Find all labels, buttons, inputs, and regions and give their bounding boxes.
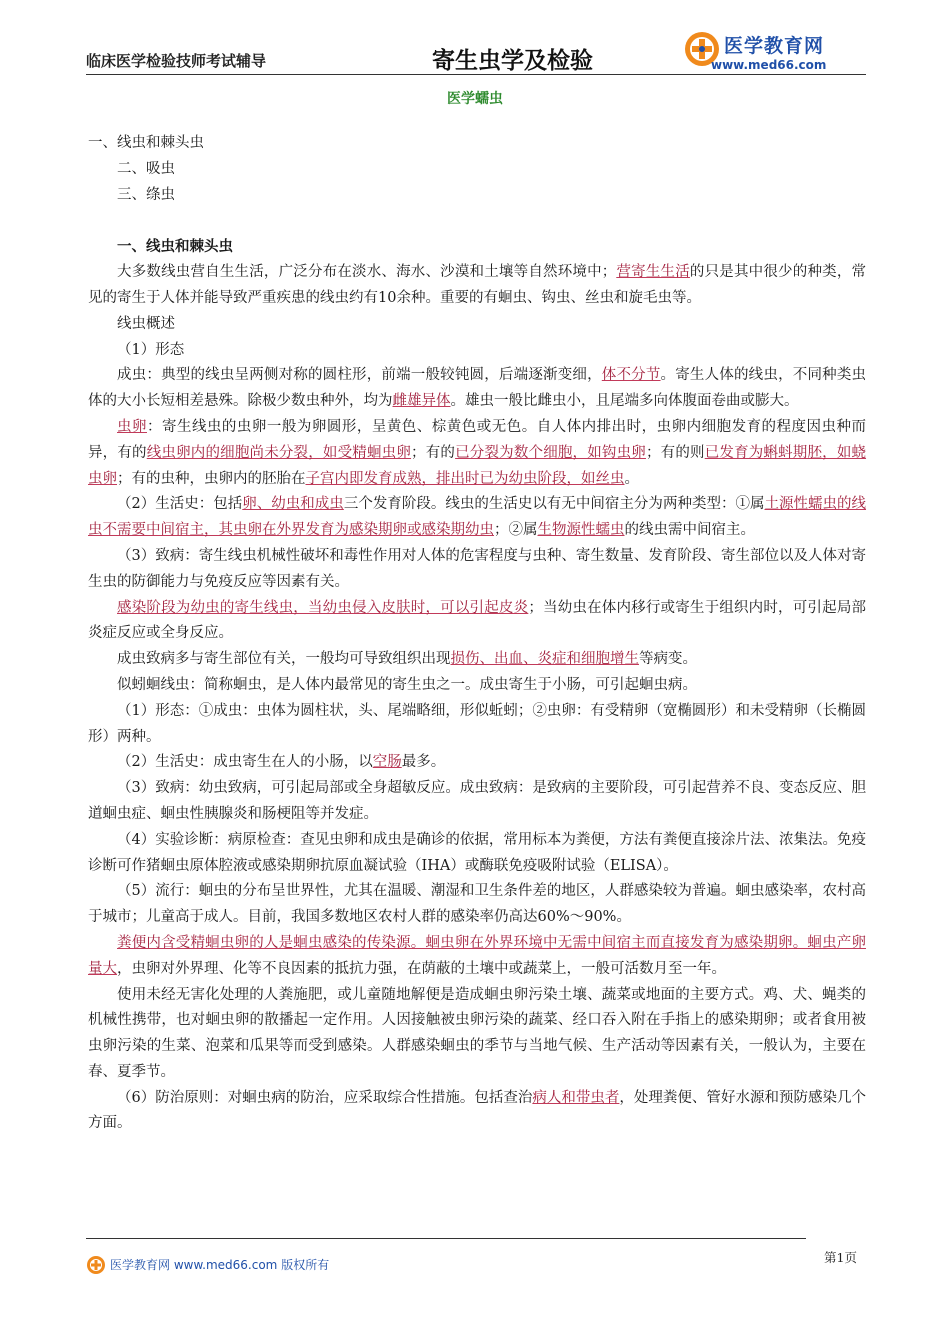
logo-url: www.med66.com bbox=[711, 58, 827, 72]
text-run: ；有的 bbox=[411, 444, 456, 461]
site-logo bbox=[683, 30, 868, 76]
text-run: 大多数线虫营自生生活，广泛分布在淡水、海水、沙漠和土壤等自然环境中； bbox=[117, 264, 617, 281]
body-paragraph bbox=[88, 776, 866, 828]
text-run: ，虫卵对外界理、化等不良因素的抵抗力强，在荫蔽的土壤中或蔬菜上，一般可活数月至一年。 bbox=[117, 960, 726, 977]
text-run: （4）实验诊断：病原检查：查见虫卵和成虫是确诊的依据，常用标本为粪便，方法有粪便直接涂片法、浓集法。免疫诊断可作猪蛔虫原体腔液或感染期卵抗原血凝试验（IHA）或酶联免疫吸附试验（ELISA）。 bbox=[88, 831, 866, 874]
highlighted-text: 感染阶段为幼虫的寄生线虫，当幼虫侵入皮肤时，可以引起皮炎 bbox=[117, 599, 529, 616]
text-run: 的只是其中很少的种类，常见的寄生于人体并能导致严重疾患的线虫约有10余种。重要的有蛔虫、钩虫、丝虫和旋毛虫等。 bbox=[88, 264, 867, 306]
body-paragraph bbox=[88, 828, 866, 880]
text-run: 的线虫需中间宿主。 bbox=[624, 522, 755, 539]
text-run: ；有的虫种，虫卵内的胚胎在 bbox=[117, 470, 306, 487]
highlighted-text: 空肠 bbox=[372, 754, 402, 771]
highlighted-text: 雌雄异体 bbox=[392, 393, 451, 410]
text-run: （1）形态：①成虫：虫体为圆柱状，头、尾端略细，形似蚯蚓；②虫卵：有受精卵（宽椭圆形）和未受精卵（长椭圆形）两种。 bbox=[88, 702, 866, 745]
text-run: 线虫概述 bbox=[117, 315, 175, 332]
text-run: 。寄生人体的线虫，不同种类虫体的大小长短相差悬殊。除极少数虫种外，均为 bbox=[88, 367, 867, 410]
highlighted-text: 粪便内含受精蛔虫卵的人是蛔虫感染的传染源。蛔虫卵在外界环境中无需中间宿主而直接发育为感染期卵。蛔虫产卵量大 bbox=[88, 934, 866, 977]
header-course-name: 临床医学检验技师考试辅导 bbox=[86, 52, 267, 70]
highlighted-text: 营寄生生活 bbox=[616, 264, 690, 281]
page-subtitle: 医学蠕虫 bbox=[447, 91, 503, 107]
text-run: ：寄生线虫的虫卵一般为卵圆形，呈黄色、棕黄色或无色。自人体内排出时，虫卵内细胞发育的程度因虫种而异，有的 bbox=[88, 418, 867, 461]
logo-name: 医学教育网 bbox=[724, 35, 825, 57]
body-paragraph bbox=[88, 338, 866, 364]
body-paragraph bbox=[88, 879, 866, 931]
text-run: ；②属 bbox=[494, 522, 538, 539]
text-run: （2）生活史：成虫寄生在人的小肠，以 bbox=[117, 754, 373, 771]
highlighted-text: 已发育为蝌蚪期胚，如蛲虫卵 bbox=[88, 444, 867, 487]
body-paragraph bbox=[88, 544, 866, 596]
toc-item: 三、绦虫 bbox=[117, 186, 175, 203]
text-run: （3）致病：幼虫致病，可引起局部或全身超敏反应。成虫致病：是致病的主要阶段，可引起营养不良、变态反应、胆道蛔虫症、蛔虫性胰腺炎和肠梗阻等并发症。 bbox=[88, 780, 866, 822]
body-paragraph bbox=[88, 750, 866, 776]
text-run: （3）致病：寄生线虫机械性破坏和毒性作用对人体的危害程度与虫种、寄生数量、发育阶段、寄生部位以及人体对寄生虫的防御能力与免疫反应等因素有关。 bbox=[88, 547, 866, 590]
text-run: 。雄虫一般比雌虫小，且尾端多向体腹面卷曲或膨大。 bbox=[450, 393, 799, 410]
body-paragraph bbox=[88, 699, 866, 751]
body-paragraph bbox=[88, 312, 866, 338]
body-paragraph bbox=[88, 363, 866, 415]
highlighted-text: 损伤、出血、炎症和细胞增生 bbox=[450, 651, 639, 668]
highlighted-text: 卵、幼虫和成虫 bbox=[242, 496, 344, 513]
section-heading: 一、线虫和棘头虫 bbox=[117, 238, 233, 256]
header-divider bbox=[86, 74, 866, 75]
text-run: ；有的则 bbox=[645, 444, 705, 461]
text-run: 成虫：典型的线虫呈两侧对称的圆柱形，前端一般较钝圆，后端逐渐变细， bbox=[117, 367, 602, 384]
text-run: ，处理粪便、管好水源和预防感染几个方面。 bbox=[88, 1089, 866, 1132]
toc-item: 一、线虫和棘头虫 bbox=[88, 135, 204, 151]
document-body bbox=[88, 131, 866, 1137]
page-number: 第1页 bbox=[824, 1250, 857, 1265]
text-run: ；当幼虫在体内移行或寄生于组织内时，可引起局部炎症反应或全身反应。 bbox=[88, 599, 867, 642]
body-paragraph bbox=[88, 596, 866, 648]
text-run: （5）流行：蛔虫的分布呈世界性，尤其在温暖、潮湿和卫生条件差的地区，人群感染较为普遍。蛔虫感染率，农村高于城市；儿童高于成人。目前，我国多数地区农村人群的感染率仍高达60%～90%。 bbox=[88, 883, 866, 926]
text-run: （2）生活史：包括 bbox=[117, 496, 243, 513]
highlighted-text: 土源性蠕虫的线虫不需要中间宿主，其虫卵在外界发育为感染期卵或感染期幼虫 bbox=[88, 496, 867, 539]
body-paragraph bbox=[88, 260, 866, 312]
text-run: 使用未经无害化处理的人粪施肥，或儿童随地解便是造成蛔虫卵污染土壤、蔬菜或地面的主要方式。鸡、犬、蝇类的机械性携带，也对蛔虫卵的散播起一定作用。人因接触被虫卵污染的蔬菜、经口吞入附在手指上的感染期卵；或者食用被虫卵污染的生菜、泡菜和瓜果等而受到感染。人群感染蛔虫的季节与当地气候、生产活动等因素有关，一般认为，主要在春、夏季节。 bbox=[88, 986, 866, 1080]
text-run: 似蚓蛔线虫：简称蛔虫，是人体内最常见的寄生虫之一。成虫寄生于小肠，可引起蛔虫病。 bbox=[117, 676, 697, 693]
toc-item: 二、吸虫 bbox=[117, 160, 175, 177]
text-run: （1）形态 bbox=[117, 341, 185, 358]
footer-copyright: 医学教育网 www.med66.com 版权所有 bbox=[110, 1258, 330, 1272]
highlighted-text: 体不分节 bbox=[601, 367, 661, 384]
text-run: 。 bbox=[624, 470, 639, 487]
highlighted-text: 已分裂为数个细胞，如钩虫卵 bbox=[455, 444, 646, 461]
header-title: 寄生虫学及检验 bbox=[432, 48, 593, 74]
body-paragraph bbox=[88, 492, 866, 544]
text-run: （6）防治原则：对蛔虫病的防治，应采取综合性措施。包括查治 bbox=[117, 1089, 533, 1106]
body-paragraph bbox=[88, 983, 866, 1086]
text-run: 最多。 bbox=[401, 754, 446, 771]
body-paragraph bbox=[88, 673, 866, 699]
body-paragraph bbox=[88, 931, 866, 983]
text-run: 三个发育阶段。线虫的生活史以有无中间宿主分为两种类型：①属 bbox=[343, 496, 765, 513]
body-paragraph bbox=[88, 1086, 866, 1138]
paragraph-list bbox=[88, 260, 866, 1137]
footer-divider bbox=[86, 1238, 806, 1239]
med66-logo-icon bbox=[86, 1255, 106, 1275]
highlighted-text: 生物源性蠕虫 bbox=[537, 522, 625, 539]
highlighted-text: 病人和带虫者 bbox=[532, 1089, 620, 1106]
body-paragraph bbox=[88, 415, 866, 492]
highlighted-text: 线虫卵内的细胞尚未分裂，如受精蛔虫卵 bbox=[146, 444, 412, 461]
text-run: 成虫致病多与寄生部位有关，一般均可导致组织出现 bbox=[117, 651, 451, 668]
body-paragraph bbox=[88, 647, 866, 673]
highlighted-text: 子宫内即发育成熟，排出时已为幼虫阶段，如丝虫 bbox=[305, 470, 625, 487]
text-run: 等病变。 bbox=[639, 651, 697, 668]
highlighted-text: 虫卵 bbox=[117, 418, 147, 435]
